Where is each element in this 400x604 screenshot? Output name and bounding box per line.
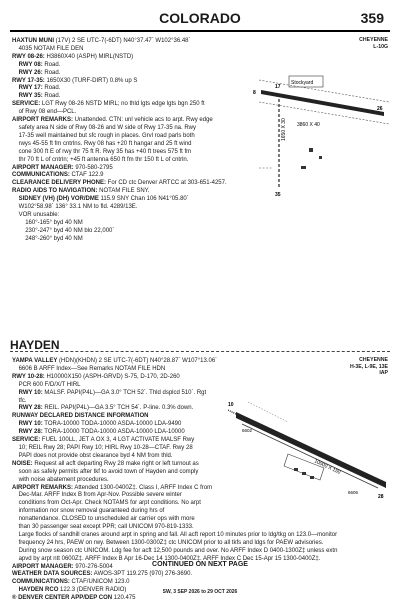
field-label: COMMUNICATIONS: <box>12 172 70 179</box>
entry-line <box>12 236 227 244</box>
field-label: RWY 17: <box>18 85 43 92</box>
field-value: conditions from Oct-Apr. Check NOTAMS for arpt conditions. No arpt <box>18 500 201 507</box>
field-value: 4035 NOTAM FILE DEN <box>18 45 84 52</box>
field-label: RWY 10: <box>18 389 43 396</box>
field-label: HAYDEN RCO <box>18 587 59 594</box>
field-label: NOISE: <box>12 460 33 467</box>
header-rule <box>10 30 390 32</box>
entry-line <box>12 165 227 173</box>
field-label: AIRPORT MANAGER: <box>12 563 74 570</box>
entry-line <box>12 125 227 133</box>
entry-line <box>12 117 227 125</box>
entry-line <box>12 548 337 556</box>
field-label: SERVICE: <box>12 437 41 444</box>
runway-10-number: 10 <box>228 402 234 408</box>
entry-line <box>12 540 337 548</box>
entry-line <box>12 579 337 587</box>
field-label: AIRPORT MANAGER: <box>12 164 74 171</box>
entry-line <box>12 212 227 220</box>
field-value: thr 70 ft L of cntrln; +45 ft antenna 650 ft fm thr 150 ft L of cntrln. <box>18 156 189 163</box>
field-value: frequency 24 hrs, PAEW on rwy. Between 1300-0300Z‡ ctc UNICOM prior to all tkfs and ldgs for PAEW advisories. <box>18 539 324 546</box>
field-value: Attended 1300-0400Z‡. Class I, ARFF Index C from <box>73 484 213 491</box>
field-value: NOTAM FILE SNY. <box>97 188 150 195</box>
field-value: Road. <box>42 69 61 76</box>
entry-line <box>12 571 337 579</box>
entry-line <box>12 228 227 236</box>
field-value: information nor snow removal guaranteed during hrs of <box>18 508 165 515</box>
entry-line <box>12 220 227 228</box>
field-label: YAMPA VALLEY <box>12 358 58 364</box>
entry-line <box>12 62 227 70</box>
entry-line <box>12 157 227 165</box>
entry-line <box>12 149 227 157</box>
field-label: RWY 28: <box>18 405 43 412</box>
field-value: Road. <box>42 61 61 68</box>
entry-line <box>12 595 337 603</box>
field-value: 17-35 well maintained but sfc rough in places. Grvl road parls both <box>18 132 195 139</box>
building <box>309 148 313 152</box>
entry-line <box>12 85 227 93</box>
field-label: RWY 17-35: <box>12 77 45 84</box>
field-value: 248°-260° byd 40 NM <box>25 235 83 242</box>
field-value: Road. <box>42 93 61 100</box>
field-value: TORA-10000 TODA-10000 ASDA-10000 LDA-9490 <box>42 421 182 428</box>
entry-line <box>12 93 227 101</box>
field-value: For CD ctc Denver ARTCC at 303-651-4257. <box>106 180 227 187</box>
entry-line <box>12 196 227 204</box>
field-value: PCR 600 F/D/X/T HIRL <box>18 381 81 388</box>
field-label: SERVICE: <box>12 101 41 108</box>
entry-line <box>12 180 227 188</box>
field-label: AIRPORT REMARKS: <box>12 484 73 491</box>
fence-line <box>248 402 288 422</box>
entry-line <box>12 532 337 540</box>
field-value: REIL. PAPI(P4L)—GA 3.5° TCH 54´. P-line. 0.3% down. <box>42 405 194 412</box>
building <box>302 472 306 475</box>
field-value: FUEL 100LL, JET A OX 3, 4 LGT ACTIVATE MALSF Rwy <box>40 437 195 444</box>
field-value: 120.475 <box>112 595 136 602</box>
building <box>294 468 298 471</box>
runway-17-35-dimensions: 1650 X 30 <box>281 118 287 141</box>
yampa-tag-charts: H-3E, L-9E, 13E <box>349 363 388 370</box>
haxtun-tag-l10g: L-10G <box>373 43 388 50</box>
entry-line <box>12 101 227 109</box>
yampa-tag-cheyenne: CHEYENNE <box>359 357 388 363</box>
building <box>310 476 314 479</box>
field-value: soon as safely permits after tkf to avoid town of Hayden and comply <box>18 468 199 475</box>
field-value: W102°58.98´ 136° 33.1 NM to fld. 4289/13E. <box>18 204 138 211</box>
entry-line <box>12 204 227 212</box>
field-value: Dec-Mar. ARFF Index B from Apr-Nov. Possible severe winter <box>18 492 182 499</box>
field-label: HAXTUN MUNI <box>12 38 54 44</box>
field-value: tfc. <box>18 397 27 404</box>
field-label: RWY 35: <box>18 93 43 100</box>
field-value: LGT Rwy 08-26 NSTD MIRL; no thld lgts edge lgts bgn 250 ft <box>40 101 205 108</box>
section-divider <box>10 351 390 352</box>
section-header-hayden: HAYDEN <box>10 338 60 352</box>
state-header: COLORADO <box>159 10 241 26</box>
haxtun-tag-cheyenne: CHEYENNE <box>359 37 388 43</box>
field-value: H3860X40 (ASPH) MIRL(NSTD) <box>44 53 134 60</box>
page-number: 359 <box>360 10 384 26</box>
field-value: CTAF/UNICOM 123.0 <box>69 579 130 586</box>
field-label: SIDNEY (VH) (DH) VOR/DME <box>18 196 99 203</box>
field-value: AWOS-3PT 119.275 (970) 276-3690. <box>92 571 193 578</box>
building <box>319 156 322 159</box>
elevation-label: 6602 <box>242 428 253 433</box>
apron <box>284 454 324 480</box>
runway-26-number: 26 <box>377 106 383 112</box>
entry-line <box>12 70 227 78</box>
entry-line <box>12 109 227 117</box>
yampa-chart-tag <box>350 357 388 377</box>
field-value: Unattended. CTN: unl vehicle acs to arpt. Rwy edge <box>73 117 213 124</box>
field-label: RWY 08-26: <box>12 53 45 60</box>
field-label: WEATHER DATA SOURCES: <box>12 571 93 578</box>
field-value: with noise abatement procedures. <box>18 476 109 483</box>
field-value: safety area N side of Rwy 08-26 and W side of Rwy 17-35 na. Rwy <box>18 124 197 131</box>
field-value: 230°-247° byd 40 NM blo 22,000´ <box>25 227 115 234</box>
field-value: 1650X30 (TURF-DIRT) 0.8% up S <box>44 77 138 84</box>
field-label: RWY 28: <box>18 429 43 436</box>
approach-lights <box>228 410 236 414</box>
field-value: VOR unusable: <box>18 211 60 218</box>
field-value: 10; REIL Rwy 28; PAPI Rwy 10; HIRL Rwy 10-28—CTAF. Rwy 28 <box>18 444 193 451</box>
field-label: RUNWAY DECLARED DISTANCE INFORMATION <box>12 413 149 420</box>
entry-line <box>12 78 227 86</box>
field-value: MALSF. PAPI(P4L)—GA 3.0° TCH 52´. Thld dsplcd 510´. Rgt <box>42 389 207 396</box>
field-label: RWY 26: <box>18 69 43 76</box>
runway-08-26-dimensions: 3860 X 40 <box>297 122 320 128</box>
entry-line <box>12 374 337 382</box>
field-label: CLEARANCE DELIVERY PHONE: <box>12 180 107 187</box>
field-value: 970-580-2795 <box>73 164 113 171</box>
field-value: CTAF 122.9 <box>69 172 104 179</box>
runway-17-number: 17 <box>275 84 281 90</box>
runway-08-26 <box>261 90 384 116</box>
runway-08-number: 8 <box>253 90 256 96</box>
field-value: (HDN)(KHDN) 2 SE UTC-7(-6DT) N40°28.87´ W107°13.06´ <box>57 358 218 364</box>
field-value: apvd by arpt ntt 0600Z‡. ARFF Index B Apr 16-Dec 14 1300-0400Z‡. ARFF Index C Dec 15-Apr 15 1300-0400Z‡. <box>18 555 321 562</box>
entry-line <box>12 172 227 180</box>
field-label: RWY 10: <box>18 421 43 428</box>
field-value: rwys 45-55 ft fm cntrlns. Rwy 08 has +20 ft hangar and 25 ft wind <box>18 140 192 147</box>
field-value: (17V) 2 SE UTC-7(-6DT) N40°37.47´ W102°36.48´ <box>54 38 191 44</box>
field-value: Large flocks of sandhill cranes around arpt in spring and fall. All acft report 10 minutes prior to ldg/tkg on 123.0—monitor <box>18 531 338 538</box>
entry-line <box>12 188 227 196</box>
haxtun-chart-tag <box>359 37 388 50</box>
field-value: During snow season ctc UNICOM. Ldg fee for acft 12,500 pounds and over. No ARFF Index D 0400-1300Z‡ unless extn <box>18 547 338 554</box>
entry-line <box>12 54 227 62</box>
haxtun-muni-entry <box>12 38 227 244</box>
entry-line <box>12 366 337 374</box>
field-label: RWY 10-28: <box>12 373 45 380</box>
field-value: 115.9 SNY Chan 106 N41°05.80´ <box>98 196 189 203</box>
yampa-tag-iap: IAP <box>379 370 388 376</box>
field-value: of Rwy 08 end—PCL. <box>18 109 77 116</box>
elevation-label: 6606 <box>348 490 359 495</box>
field-value: 6606 B ARFF Index—See Remarks NOTAM FILE HDN <box>18 365 166 372</box>
field-value: 160°-165° byd 40 NM <box>25 219 83 226</box>
entry-line <box>12 133 227 141</box>
field-value: 970-276-5004 <box>73 563 113 570</box>
field-label: AIRPORT REMARKS: <box>12 117 73 124</box>
yampa-airport-diagram <box>228 382 394 532</box>
field-label: COMMUNICATIONS: <box>12 579 70 586</box>
runway-28-number: 28 <box>378 494 384 500</box>
field-label: ® DENVER CENTER APP/DEP CON <box>12 595 113 602</box>
haxtun-airport-diagram <box>249 56 394 198</box>
runway-35-number: 35 <box>275 192 281 198</box>
validity-footer: SW, 3 SEP 2026 to 29 OCT 2026 <box>162 589 238 595</box>
entry-line <box>12 358 337 366</box>
field-value: 122.3 (DENVER RADIO) <box>58 587 127 594</box>
field-value: Request all acft departing Rwy 28 make right or left turnout as <box>32 460 199 467</box>
entry-line <box>12 141 227 149</box>
stockyard-label: Stockyard <box>291 80 314 86</box>
runway-10-28-dimensions: 10000 X 150 <box>313 458 342 476</box>
field-value: TORA-10000 TODA-10000 ASDA-10000 LDA-10000 <box>42 429 185 436</box>
building <box>301 166 306 169</box>
entry-line <box>12 38 227 46</box>
field-value: nonattendance. CLOSED to unscheduled air carrier ops with more <box>18 516 195 523</box>
continued-notice: CONTINUED ON NEXT PAGE <box>152 561 248 568</box>
field-value: PAPI does not provide obst clearance byd 4 NM from thld. <box>18 452 173 459</box>
field-label: RADIO AIDS TO NAVIGATION: <box>12 188 98 195</box>
field-value: Road. <box>42 85 61 92</box>
field-value: than 30 passenger seat except PPR; call UNICOM 970-819-1333. <box>18 524 194 531</box>
entry-line <box>12 46 227 54</box>
field-value: cone 300 ft E of rwy thr 75 ft R. Rwy 35 has +40 ft trees 575 ft fm <box>18 148 192 155</box>
field-label: RWY 08: <box>18 61 43 68</box>
field-value: H10000X150 (ASPH-GRVD) S-75, D-170, 2D-260 <box>44 373 180 380</box>
